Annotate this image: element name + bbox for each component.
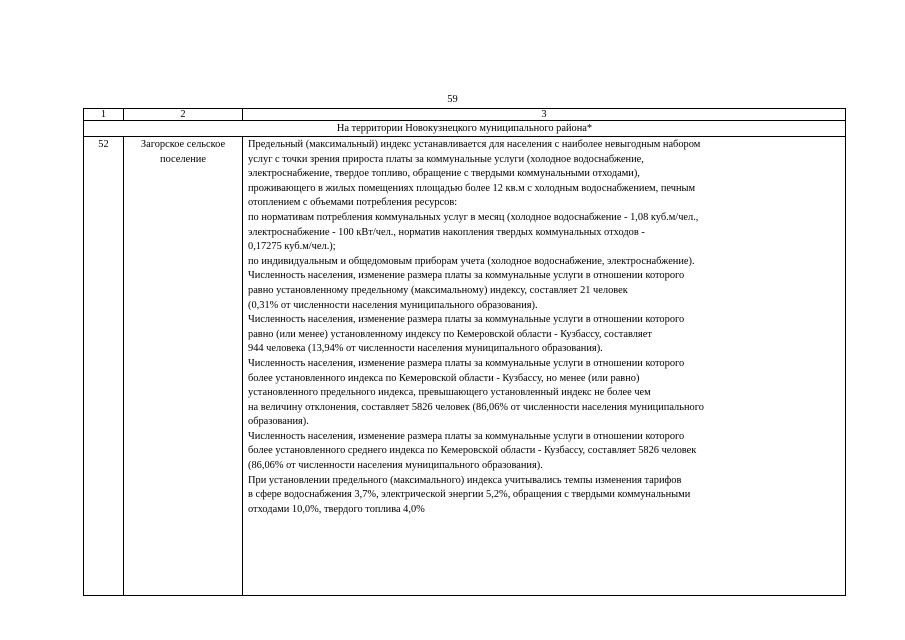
settlement-name-line: Загорское сельское: [140, 139, 226, 150]
description-line: проживающего в жилых помещениях площадью более 12 кв.м с холодным водоснабжением, печным: [248, 182, 696, 194]
section-title: На территории Новокузнецкого муниципального района*: [84, 121, 846, 137]
description-line: Численность населения, изменение размера платы за коммунальные услуги в отношении которого: [248, 357, 685, 369]
settlement-name-line: поселение: [160, 153, 206, 165]
settlement-name: [124, 137, 243, 596]
description-line: равно установленному предельному (максимальному) индексу, составляет 21 человек: [248, 284, 628, 296]
description-line: Численность населения, изменение размера платы за коммунальные услуги в отношении которого: [248, 430, 685, 442]
table-row: [84, 137, 846, 596]
page-number: 59: [447, 94, 458, 105]
description-line: Численность населения, изменение размера платы за коммунальные услуги в отношении которого: [248, 270, 685, 282]
description-line: отоплением с объемами потребления ресурсов:: [248, 197, 458, 209]
description-cell: [243, 137, 846, 596]
description-line: по индивидуальным и общедомовым приборам учета (холодное водоснабжение, электроснабжение).: [248, 255, 695, 267]
description-line: Численность населения, изменение размера платы за коммунальные услуги в отношении которого: [248, 314, 685, 326]
description-line: 0,17275 куб.м/чел.);: [248, 241, 336, 253]
description-line: электроснабжение - 100 кВт/чел., норматив накопления твердых коммунальных отходов -: [248, 226, 645, 238]
table-header-row: [84, 109, 846, 121]
header-col-3: 3: [243, 109, 846, 121]
header-col-1: 1: [84, 109, 124, 121]
description-line: услуг с точки зрения прироста платы за коммунальные услуги (холодное водоснабжение,: [248, 153, 644, 165]
description-line: (86,06% от численности населения муниципального образования).: [248, 460, 543, 472]
description-line: Предельный (максимальный) индекс устанавливается для населения с наиболее невыгодным набором: [248, 139, 701, 150]
description-line: на величину отклонения, составляет 5826 человек (86,06% от численности населения муниципального: [248, 401, 704, 413]
description-line: равно (или менее) установленному индексу по Кемеровской области - Кузбассу, составляет: [248, 328, 652, 340]
section-row: [84, 121, 846, 137]
description-line: При установлении предельного (максимального) индекса учитывались темпы изменения тарифов: [248, 474, 682, 486]
description-line: более установленного индекса по Кемеровской области - Кузбассу, но менее (или равно): [248, 372, 640, 384]
description-line: в сфере водоснабжения 3,7%, электрической энергии 5,2%, обращения с твердыми коммунальными: [248, 489, 691, 501]
description-line: электроснабжение, твердое топливо, обращение с твердыми коммунальными отходами),: [248, 168, 640, 180]
tariff-table: [83, 108, 846, 596]
description-line: образования).: [248, 416, 309, 428]
description-line: более установленного среднего индекса по Кемеровской области - Кузбассу, составляет 5826 человек: [248, 445, 697, 457]
description-line: (0,31% от численности населения муниципального образования).: [248, 299, 538, 311]
description-line: отходами 10,0%, твердого топлива 4,0%: [248, 503, 425, 515]
description-line: установленного предельного индекса, превышающего установленный индекс не более чем: [248, 387, 651, 399]
description-line: 944 человека (13,94% от численности населения муниципального образования).: [248, 343, 603, 355]
description-line: по нормативам потребления коммунальных услуг в месяц (холодное водоснабжение - 1,08 куб.м/чел.,: [248, 211, 699, 223]
row-number: 52: [84, 137, 124, 596]
header-col-2: 2: [124, 109, 243, 121]
